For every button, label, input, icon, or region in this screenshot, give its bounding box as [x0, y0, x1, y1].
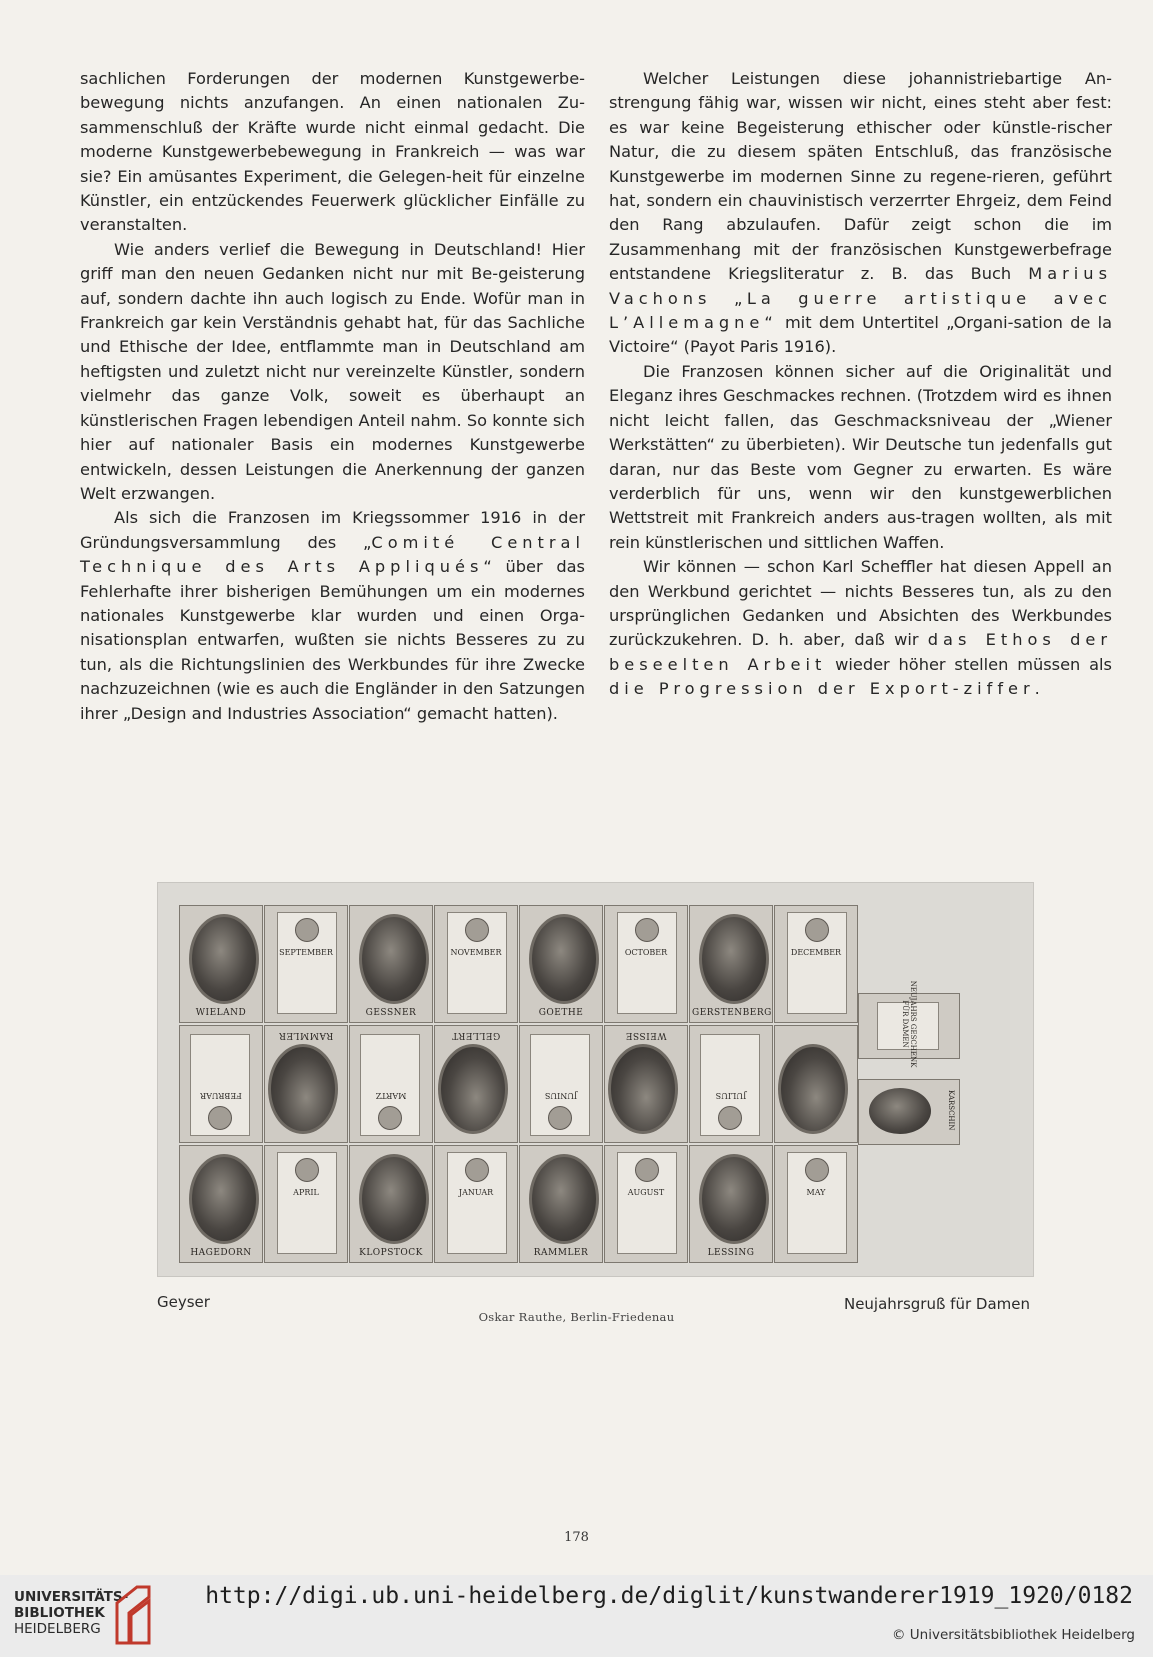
portrait-oval [608, 1044, 678, 1134]
portrait-name: GELLERT [451, 1030, 501, 1040]
stele-month-label: MARTZ [375, 1091, 407, 1100]
portrait-name: HAGEDORN [190, 1248, 252, 1258]
right-paragraph-1 [609, 67, 1112, 360]
portrait-medallion [689, 1145, 773, 1263]
portrait-oval [778, 1044, 848, 1134]
left-paragraph-1: sachlichen Forderungen der modernen Kunstgewerbe-bewegung nichts anzufangen. An einen nationalen Zu-sammenschluß der Kräfte wurde nicht einmal gedacht. Die moderne Kunstgewerbebewegung in Frankreich — was war sie? Ein amüsantes Experiment, die Gelegen-heit für einzelne Künstler, ein entzückendes Feuerwerk glücklicher Einfälle zu veranstalten. [80, 69, 585, 235]
library-logo-icon [113, 1583, 155, 1649]
portrait-oval [529, 914, 599, 1004]
portrait-medallion [434, 1025, 518, 1143]
left-p3-text-start: Als sich die Franzosen im Kriegssommer 1916 in der Gründungsversammlung des „ [80, 508, 585, 552]
portrait-medallion [519, 905, 603, 1023]
portrait-oval [699, 1154, 769, 1244]
right-paragraph-2: Die Franzosen können sicher auf die Originalität und Eleganz ihres Geschmackes rechnen. (Trotzdem wird es ihnen nicht leicht fallen, das Geschmacksniveau der „Wiener Werkstätten“ zu überbieten). Wir Deutsche tun jedenfalls gut daran, nur das Beste vom Gegner zu erwarten. Es wäre verderblich für uns, wenn wir den kunstgewerblichen Wettstreit mit Frankreich anders aus-tragen wollten, als mit rein künstlerischen und sittlichen Waffen. [609, 361, 1112, 552]
stele-medal [805, 1158, 829, 1182]
portrait-medallion [519, 1145, 603, 1263]
stele-month-label: FEBRUAR [200, 1091, 242, 1100]
caption-credit: Oskar Rauthe, Berlin-Friedenau [478, 1310, 675, 1324]
portrait-oval [699, 914, 769, 1004]
stele-medal [805, 918, 829, 942]
stele-medal [378, 1106, 402, 1130]
portrait-medallion [264, 1025, 348, 1143]
month-stele [689, 1025, 773, 1143]
side-card-title [858, 980, 960, 1068]
month-stele [179, 1025, 263, 1143]
portrait-medallion [349, 1145, 433, 1263]
portrait-oval [189, 1154, 259, 1244]
month-stele [774, 1145, 858, 1263]
stele-month-label: JULIUS [715, 1091, 747, 1100]
stele-medal [208, 1106, 232, 1130]
portrait-oval [268, 1044, 338, 1134]
stele-medal [548, 1106, 572, 1130]
month-stele [774, 905, 858, 1023]
stele-medal [295, 1158, 319, 1182]
portrait-name: GESSNER [365, 1008, 417, 1018]
right-p3-spaced-progression: die Progression der Export-ziffer [609, 679, 1035, 699]
portrait-name: GERSTENBERG [692, 1008, 772, 1018]
stele-medal [635, 918, 659, 942]
month-stele [349, 1025, 433, 1143]
logo-line-3: HEIDELBERG [14, 1621, 101, 1637]
month-stele [264, 905, 348, 1023]
stele-medal [465, 918, 489, 942]
stele-month-label: JUNIUS [544, 1091, 578, 1100]
stele-month-label: OCTOBER [624, 948, 668, 957]
right-p1-spaced-title: Marius Vachons „La guerre artistique avec L’Allemagne“ [609, 264, 1112, 333]
right-p1-text-start: Welcher Leistungen diese johannistriebartige An-strengung fähig war, wissen wir nicht, eines steht aber fest: es war keine Begeisterung ethischer oder künstle-rischer Natur, die zu diesem späten Entschluß, das französische Kunstgewerbe im modernen Sinne zu regene-rieren, geführt hat, sondern ein chauvinistisch verzerrter Ehrgeiz, dem Feind den Rang abzulaufen. Dafür zeigt schon die im Zusammenhang mit der französischen Kunstgewerbefrage entstandene Kriegsliteratur z. B. das Buch [609, 69, 1112, 284]
right-paragraph-3 [609, 555, 1112, 701]
portrait-name: RAMMLER [533, 1248, 589, 1258]
stele-month-label: AUGUST [627, 1188, 665, 1197]
left-p3-text-end: “ über das Fehlerhafte ihrer bisherigen Bemühungen um ein modernes nationales Kunstgewerbe klar wurden und einen Orga-nisationsplan entwarfen, wußten sie nichts Besseres zu zu tun, als die Richtungslinien des Werkbundes für ihre Zwecke nachzuzeichnen (wie es auch die Engländer in den Satzungen ihrer „Design and Industries Association“ gemacht hatten). [80, 557, 585, 723]
portrait-name: KLOPSTOCK [359, 1248, 423, 1258]
left-paragraph-3 [80, 506, 585, 726]
logo-line-2: BIBLIOTHEK [14, 1605, 105, 1621]
side-card-title-label: NEUJAHRS GESCHENK FÜR DAMEN [901, 980, 917, 1068]
logo-line-1: UNIVERSITÄTS- [14, 1589, 129, 1605]
portrait-oval [359, 914, 429, 1004]
portrait-medallion [604, 1025, 688, 1143]
stele-month-label: DECEMBER [790, 948, 842, 957]
portrait-medallion [349, 905, 433, 1023]
portrait-name: GOETHE [538, 1008, 584, 1018]
side-card-portrait-oval [869, 1088, 931, 1134]
portrait-medallion [774, 1025, 858, 1143]
caption-left: Geyser [157, 1293, 210, 1311]
right-p3-text-mid: wieder höher stellen müssen als [826, 654, 1112, 674]
right-p1-text-end: mit dem Untertitel „Organi-sation de la Victoire“ (Payot Paris 1916). [609, 313, 1112, 357]
portrait-name: LESSING [707, 1248, 755, 1258]
stele-month-label: SEPTEMBER [279, 948, 333, 957]
side-card-portrait [858, 1079, 960, 1145]
right-p3-spaced-ethos: das Ethos der beseelten Arbeit [609, 630, 1112, 674]
permalink-url[interactable]: http://digi.ub.uni-heidelberg.de/diglit/kunstwanderer1919_1920/0182 [205, 1583, 1133, 1609]
portrait-medallion [179, 905, 263, 1023]
left-paragraph-2: Wie anders verlief die Bewegung in Deutschland! Hier griff man den neuen Gedanken nicht nur mit Be-geisterung auf, sondern dachte ihn auch logisch zu Ende. Wofür man in Frankreich gar kein Verständnis gehabt hat, für das Sachliche und Ethische der Idee, entflammte man in Deutschland am heftigsten und zuletzt nicht nur vereinzelte Künstler, sondern vielmehr das ganze Volk, soweit es überhaupt an künstlerischen Fragen lebendigen Anteil nahm. So konnte sich hier auf nationaler Basis ein modernes Kunstgewerbe entwickeln, dessen Leistungen die Anerkennung der ganzen Welt erzwangen. [80, 239, 585, 503]
illustration-plate [157, 882, 1034, 1277]
portrait-name: WEISSE [625, 1030, 667, 1040]
portrait-medallion [179, 1145, 263, 1263]
stele-month-label: MAY [806, 1188, 826, 1197]
footer-bar [0, 1575, 1153, 1657]
stele-medal [635, 1158, 659, 1182]
portrait-oval [189, 914, 259, 1004]
month-stele [604, 1145, 688, 1263]
library-logo-text [14, 1589, 128, 1637]
right-p3-text-end: . [1034, 679, 1040, 699]
caption-right: Neujahrsgruß für Damen [843, 1295, 1030, 1313]
left-p3-spaced-title: Comité Central Technique des Arts Appliqués [80, 532, 585, 577]
right-p3-text-start: Wir können — schon Karl Scheffler hat diesen Appell an den Werkbund gerichtet — nichts Besseres tun, als zu den ursprünglichen Gedanken und Absichten des Werkbundes zurückzukehren. D. h. aber, daß wir [609, 557, 1112, 650]
stele-medal [718, 1106, 742, 1130]
right-text-column [609, 67, 1112, 702]
portrait-name: WIELAND [195, 1008, 247, 1018]
stele-medal [465, 1158, 489, 1182]
month-stele [264, 1145, 348, 1263]
left-text-column [80, 67, 585, 726]
stele-month-label: NOVEMBER [450, 948, 502, 957]
stele-month-label: APRIL [293, 1188, 319, 1197]
portrait-oval [438, 1044, 508, 1134]
stele-month-label: JANUAR [458, 1188, 494, 1197]
month-stele [434, 905, 518, 1023]
portrait-oval [359, 1154, 429, 1244]
month-stele [604, 905, 688, 1023]
page-number: 178 [564, 1530, 589, 1545]
month-stele [519, 1025, 603, 1143]
stele-medal [295, 918, 319, 942]
portrait-name: RAMMLER [278, 1030, 334, 1040]
portrait-oval [529, 1154, 599, 1244]
side-card-portrait-name: KARSCHIN [947, 1090, 955, 1131]
portrait-medallion [689, 905, 773, 1023]
month-stele [434, 1145, 518, 1263]
copyright-notice: © Universitätsbibliothek Heidelberg [891, 1627, 1135, 1643]
